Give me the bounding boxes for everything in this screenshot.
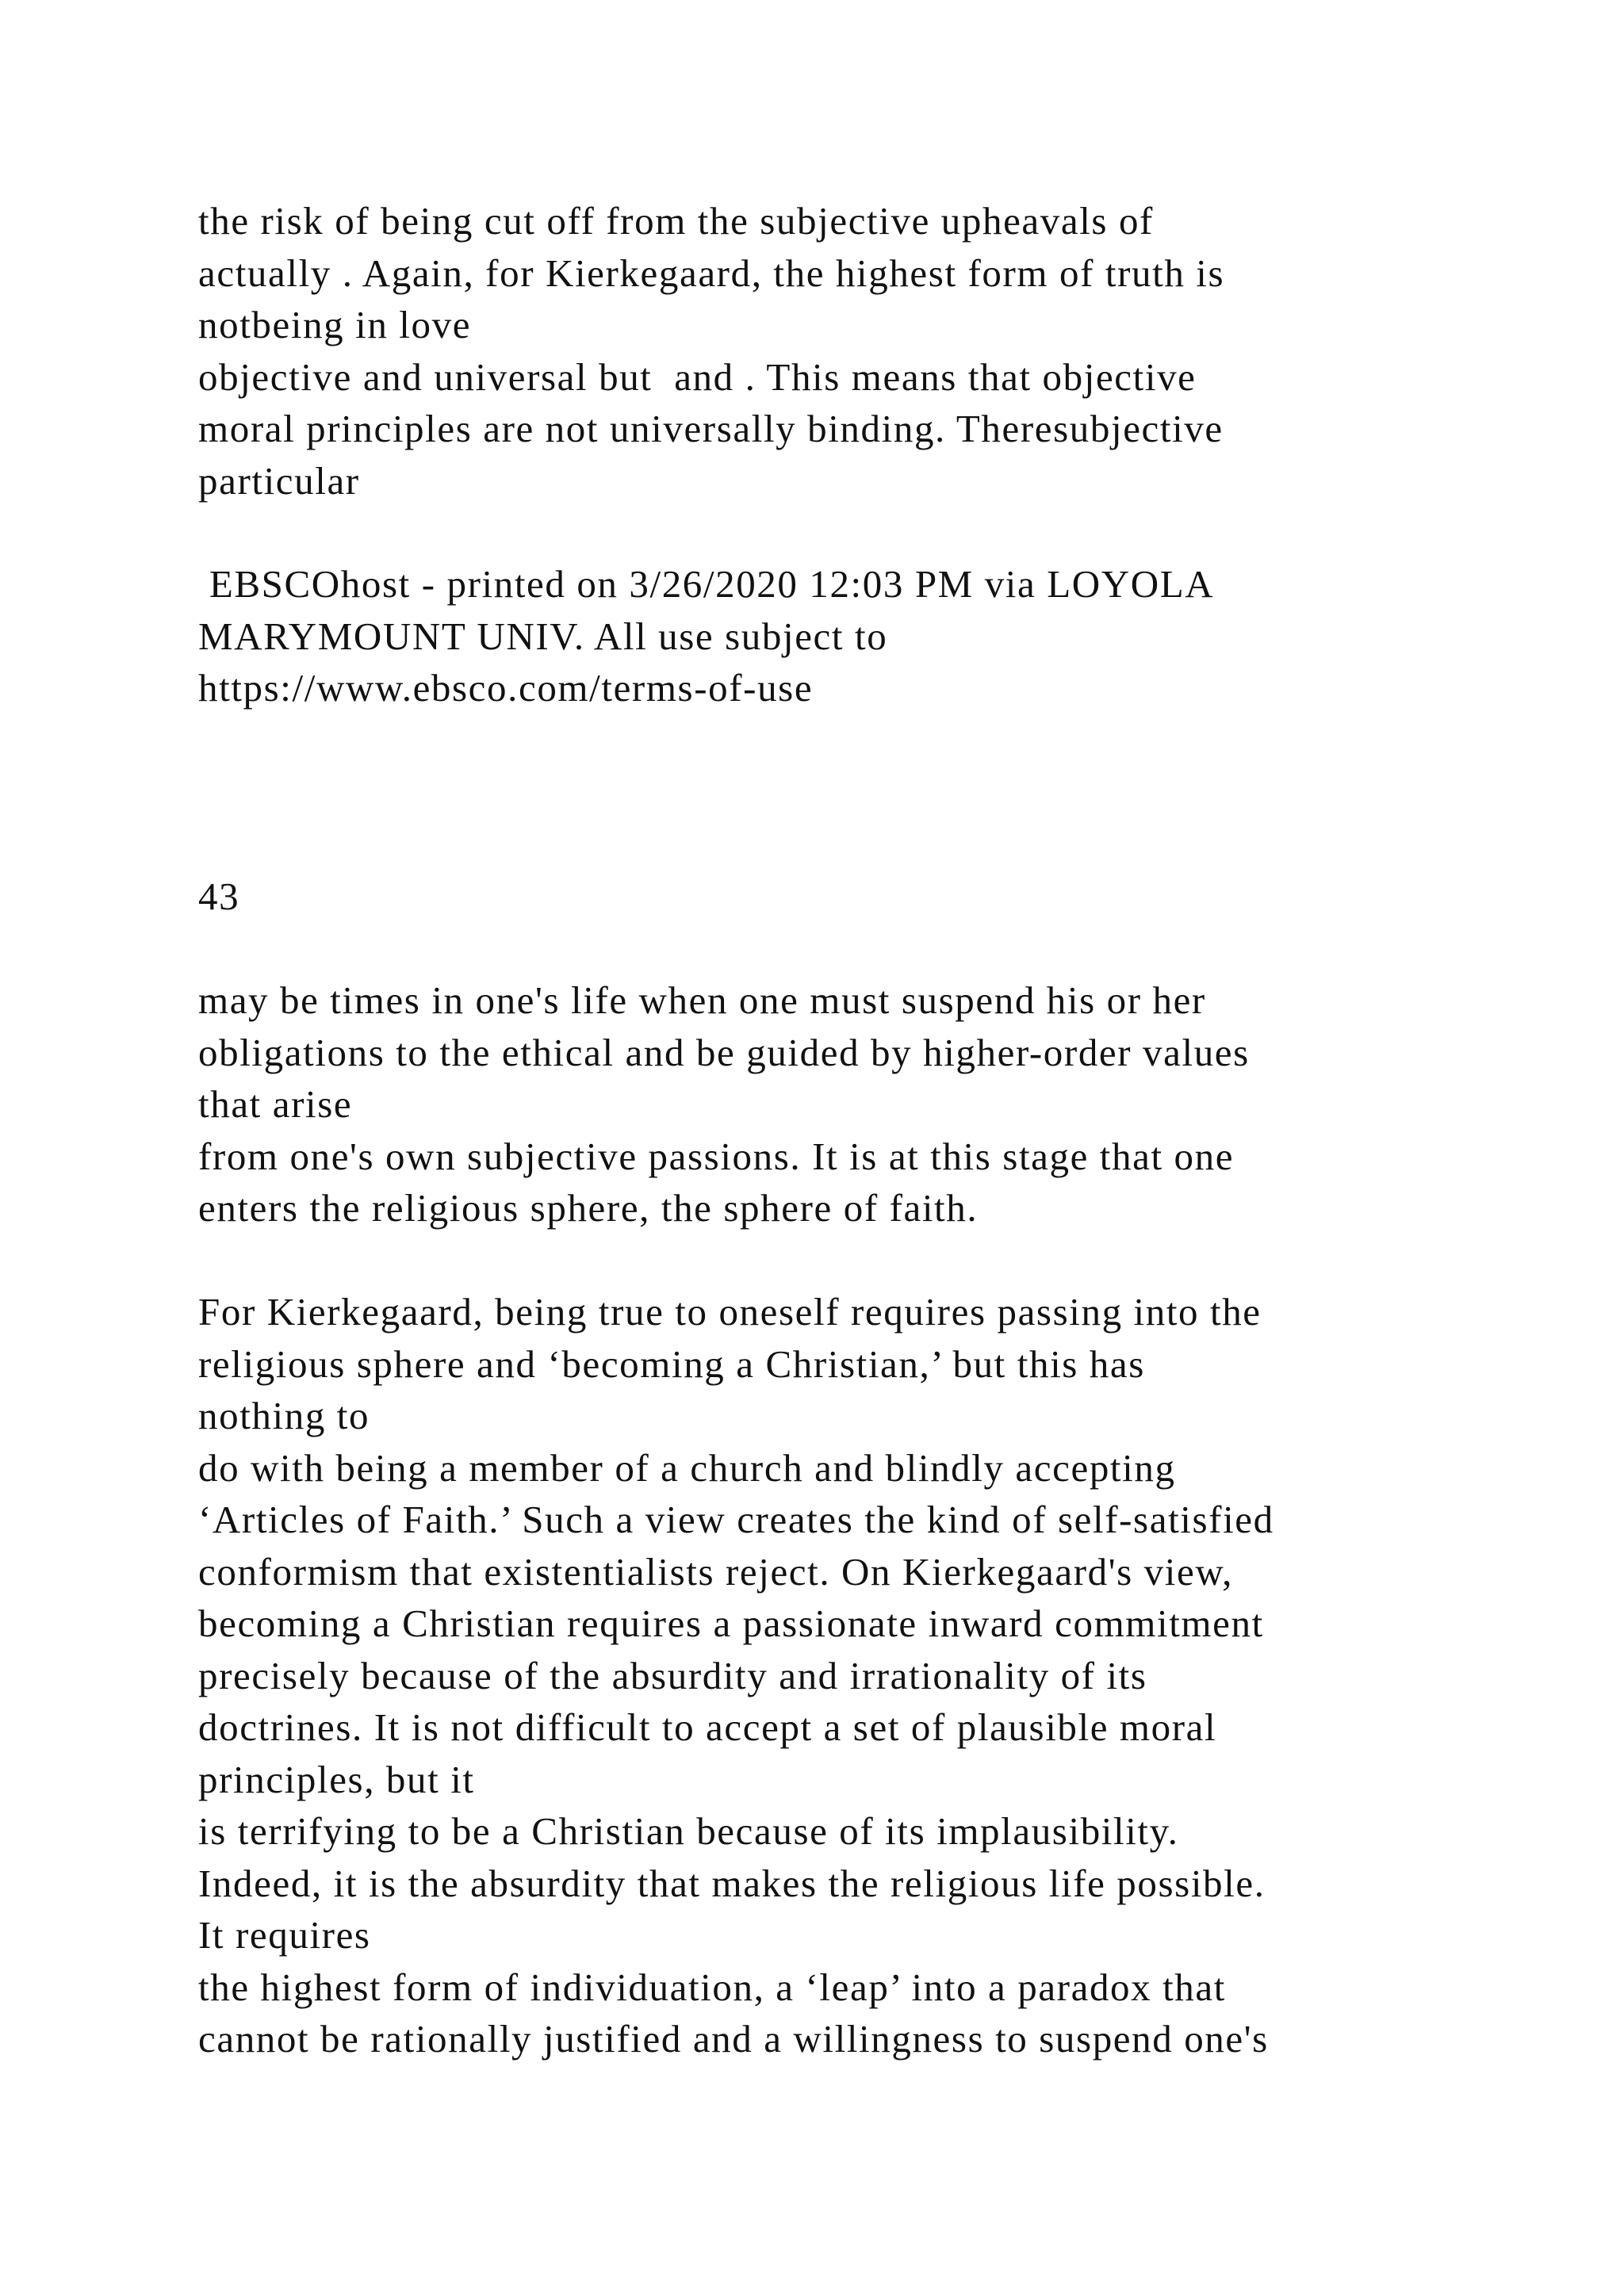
text-line: It requires (198, 1913, 371, 1957)
text-line: ‘Articles of Faith.’ Such a view creates the kind of self-satisfied (198, 1498, 1274, 1541)
footer-line: MARYMOUNT UNIV. All use subject to (198, 614, 888, 658)
footer-url: https://www.ebsco.com/terms-of-use (198, 666, 814, 710)
text-line: obligations to the ethical and be guided by higher-order values (198, 1030, 1250, 1074)
text-line: cannot be rationally justified and a willingness to suspend one's (198, 2017, 1269, 2061)
text-line: notbeing in love (198, 303, 472, 346)
text-line: the risk of being cut off from the subjective upheavals of (198, 199, 1154, 243)
paragraph-continued (198, 195, 1594, 507)
text-line: religious sphere and ‘becoming a Christian,’ but this has (198, 1341, 1145, 1386)
page-number-block (198, 871, 1594, 923)
paragraph (198, 1286, 1594, 2065)
text-line: is terrifying to be a Christian because of its implausibility. (198, 1809, 1179, 1853)
text-line: precisely because of the absurdity and irrationality of its (198, 1653, 1147, 1697)
text-line: principles, but it (198, 1757, 475, 1801)
page-number: 43 (198, 874, 240, 918)
text-line: may be times in one's life when one must suspend his or her (198, 978, 1206, 1022)
text-line: Indeed, it is the absurdity that makes the religious life possible. (198, 1861, 1266, 1905)
text-line: doctrines. It is not difficult to accept a set of plausible moral (198, 1705, 1217, 1749)
text-line: actually . Again, for Kierkegaard, the highest form of truth is (198, 251, 1225, 295)
text-line: conformism that existentialists reject. On Kierkegaard's view, (198, 1549, 1233, 1594)
text-line: particular (198, 458, 360, 503)
text-line: that arise (198, 1082, 353, 1126)
text-line: objective and universal but and . This means that objective (198, 354, 1197, 399)
footer-line: EBSCOhost - printed on 3/26/2020 12:03 PM via LOYOLA (198, 562, 1215, 606)
text-line: becoming a Christian requires a passionate inward commitment (198, 1601, 1264, 1645)
text-line: For Kierkegaard, being true to oneself requires passing into the (198, 1290, 1262, 1334)
text-line: nothing to (198, 1394, 370, 1437)
text-line: moral principles are not universally binding. Theresubjective (198, 407, 1224, 450)
text-line: do with being a member of a church and blindly accepting (198, 1445, 1176, 1490)
text-line: the highest form of individuation, a ‘leap’ into a paradox that (198, 1965, 1226, 2009)
paragraph (198, 974, 1594, 1234)
text-line: from one's own subjective passions. It is at this stage that one (198, 1134, 1235, 1178)
text-line: enters the religious sphere, the sphere of faith. (198, 1186, 979, 1230)
ebsco-footer-notice (198, 558, 1594, 714)
